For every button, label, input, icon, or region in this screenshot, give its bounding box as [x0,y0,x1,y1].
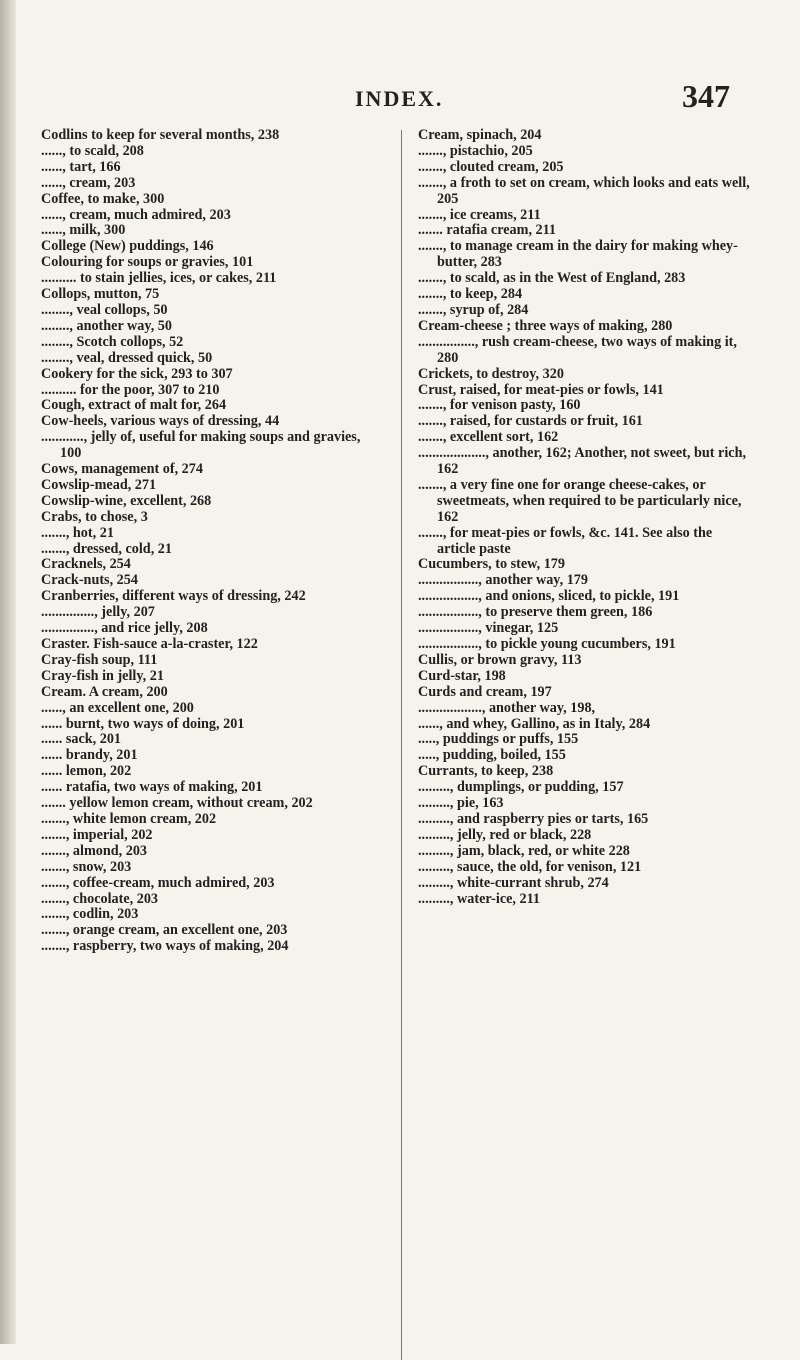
index-entry: ........., jelly, red or black, 228 [418,826,592,843]
index-entry: ......., for meat-pies or fowls, &c. 141. See also the article paste [418,524,713,557]
index-entry: ........, veal, dressed quick, 50 [41,349,213,366]
page-spine-shadow [0,0,16,1344]
index-entry: Currants, to keep, 238 [418,763,554,780]
index-entry: Cough, extract of malt for, 264 [41,397,227,414]
index-entry: ...... brandy, 201 [41,747,138,764]
index-entry: ......., clouted cream, 205 [418,158,564,175]
index-entry: ................., and onions, sliced, to pickle, 191 [418,588,680,605]
index-entry: ......., hot, 21 [41,524,114,541]
index-column-right [418,128,753,907]
index-entry: ......., dressed, cold, 21 [41,540,172,557]
index-entry: ............, jelly of, useful for making soups and gravies, 100 [41,429,361,462]
index-entry: Craster. Fish-sauce a-la-craster, 122 [41,636,258,652]
index-entry: ..................., another, 162; Another, not sweet, but rich, 162 [418,445,747,478]
index-entry: Colouring for soups or gravies, 101 [41,254,254,271]
index-entry: .................., another way, 198, [418,699,596,716]
index-entry: ................., to pickle young cucumbers, 191 [418,636,676,652]
index-entry: ..............., and rice jelly, 208 [41,620,208,637]
index-entry: Cream-cheese ; three ways of making, 280 [418,317,673,334]
index-column-left [41,128,381,955]
index-entry: Cream. A cream, 200 [41,683,168,700]
index-entry: ......., almond, 203 [41,842,148,859]
index-entry: ......., white lemon cream, 202 [41,810,217,827]
index-entry: ........., sauce, the old, for venison, 121 [418,858,642,875]
index-entry: Codlins to keep for several months, 238 [41,127,280,143]
index-entry: Cow-heels, various ways of dressing, 44 [41,413,280,430]
index-entry: Coffee, to make, 300 [41,190,165,207]
index-entry: Curd-star, 198 [418,667,506,684]
index-entry: ...... lemon, 202 [41,763,132,780]
index-entry: ................., to preserve them green, 186 [418,604,653,621]
column-divider [401,130,402,1360]
index-entry: ......., codlin, 203 [41,906,139,923]
index-entry: ........., pie, 163 [418,795,504,812]
index-entry: ......, cream, much admired, 203 [41,206,231,223]
index-entry: Crabs, to chose, 3 [41,508,148,525]
index-entry: ......., syrup of, 284 [418,301,529,318]
index-entry: Cowslip-mead, 271 [41,476,157,493]
index-entry: ......., pistachio, 205 [418,142,533,159]
index-entry: Cranberries, different ways of dressing, 242 [41,588,306,605]
index-entry: ......., chocolate, 203 [41,890,159,907]
index-entry: College (New) puddings, 146 [41,238,214,255]
page-number: 347 [682,78,730,114]
index-entry: ................, rush cream-cheese, two ways of making it, 280 [418,333,737,366]
index-entry: ......, an excellent one, 200 [41,699,194,716]
index-entry: .......... to stain jellies, ices, or cakes, 211 [41,270,277,287]
index-entry: ......, to scald, 208 [41,142,144,159]
index-entry: ........, another way, 50 [41,317,172,334]
running-title: INDEX. [355,86,444,111]
index-entry: ....., puddings or puffs, 155 [418,731,579,748]
index-entry: ......, cream, 203 [41,174,136,191]
index-entry: ......., a froth to set on cream, which looks and eats well, 205 [418,174,750,207]
index-entry: ......., raised, for custards or fruit, 161 [418,413,643,430]
index-entry: Cows, management of, 274 [41,461,203,478]
index-entry: ..............., jelly, 207 [41,604,155,621]
index-entry: ................., vinegar, 125 [418,620,559,637]
index-entry: Crust, raised, for meat-pies or fowls, 141 [418,381,664,398]
index-entry: ......., snow, 203 [41,858,132,875]
index-entry: ........., white-currant shrub, 274 [418,874,609,891]
index-entry: ...... ratafia, two ways of making, 201 [41,779,263,796]
index-entry: ......, tart, 166 [41,158,121,175]
index-entry: Cracknels, 254 [41,556,131,573]
index-entry: ......., to keep, 284 [418,286,523,303]
index-entry: Cookery for the sick, 293 to 307 [41,365,233,382]
index-entry: ........., water-ice, 211 [418,890,540,907]
index-entry: ......, and whey, Gallino, as in Italy, 284 [418,715,651,732]
index-entry: ......., orange cream, an excellent one, 203 [41,922,288,939]
index-entry: ......., ice creams, 211 [418,206,541,223]
index-entry: Crickets, to destroy, 320 [418,365,564,382]
index-entry: ...... sack, 201 [41,731,122,748]
index-entry: ......., for venison pasty, 160 [418,397,581,414]
index-entry: ....... yellow lemon cream, without cream, 202 [41,795,313,812]
index-entry: ......., to manage cream in the dairy for making whey-butter, 283 [418,238,738,271]
index-entry: Cucumbers, to stew, 179 [418,556,565,573]
index-entry: ........., jam, black, red, or white 228 [418,842,630,859]
index-entry: Crack-nuts, 254 [41,572,138,589]
index-entry: ......, milk, 300 [41,222,126,239]
index-entry: Curds and cream, 197 [418,683,552,700]
index-entry: Cream, spinach, 204 [418,127,542,143]
index-entry: ....... ratafia cream, 211 [418,222,557,239]
index-entry: ......., to scald, as in the West of England, 283 [418,270,686,287]
index-entry: ...... burnt, two ways of doing, 201 [41,715,245,732]
index-entry: Collops, mutton, 75 [41,286,160,303]
index-entry: .......... for the poor, 307 to 210 [41,381,220,398]
index-entry: Cowslip-wine, excellent, 268 [41,492,212,509]
index-entry: ......., raspberry, two ways of making, 204 [41,938,289,955]
index-entry: Cray-fish soup, 111 [41,651,158,668]
index-entry: ......., coffee-cream, much admired, 203 [41,874,275,891]
page-header [0,78,800,122]
index-entry: ........., and raspberry pies or tarts, 165 [418,810,649,827]
index-entry: ....., pudding, boiled, 155 [418,747,566,764]
index-entry: ........., dumplings, or pudding, 157 [418,779,624,796]
index-entry: ......., excellent sort, 162 [418,429,559,446]
index-entry: ........, veal collops, 50 [41,301,168,318]
index-entry: Cullis, or brown gravy, 113 [418,651,582,668]
index-entry: ......., a very fine one for orange cheese-cakes, or sweetmeats, when required to be particularly nice, 162 [418,476,742,525]
index-entry: ......., imperial, 202 [41,826,153,843]
index-entry: Cray-fish in jelly, 21 [41,667,164,684]
index-entry: ........, Scotch collops, 52 [41,333,184,350]
index-entry: ................., another way, 179 [418,572,588,589]
